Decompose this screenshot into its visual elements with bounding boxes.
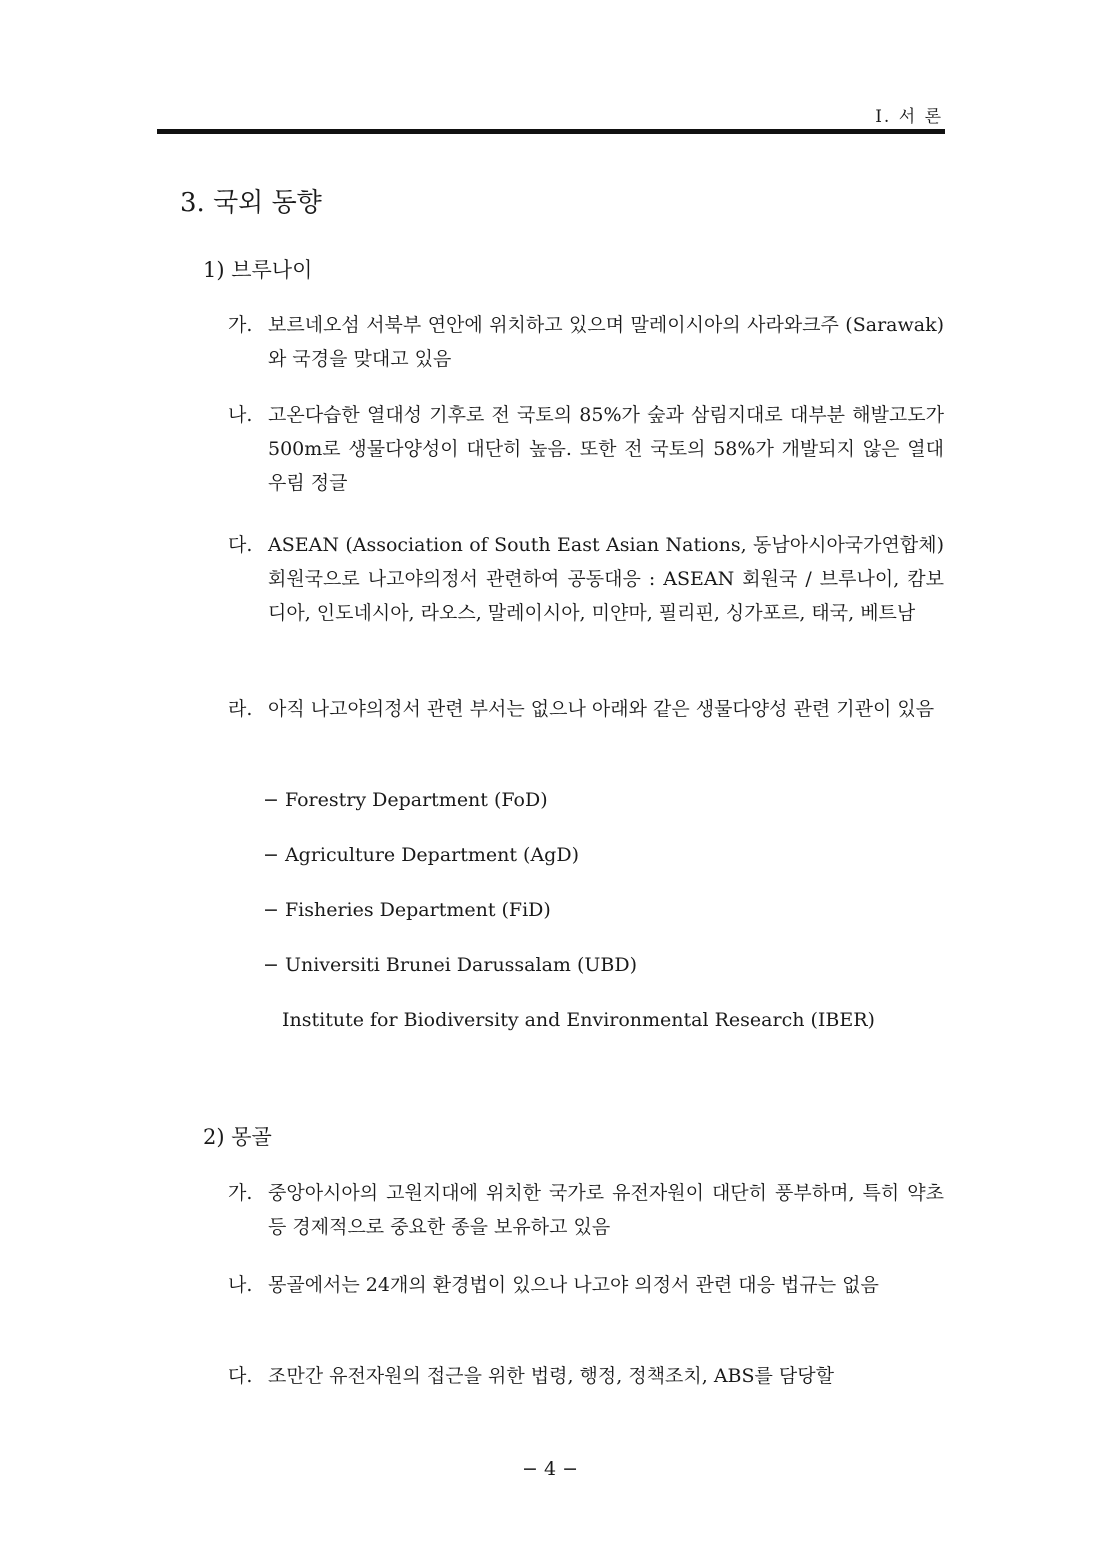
item-text: 중앙아시아의 고원지대에 위치한 국가로 유전자원이 대단히 풍부하며, 특히 약초 등 경제적으로 중요한 종을 보유하고 있음 xyxy=(268,1182,944,1238)
item-text: 몽골에서는 24개의 환경법이 있으나 나고야 의정서 관련 대응 법규는 없음 xyxy=(268,1274,879,1296)
institution-item: − Universiti Brunei Darussalam (UBD) xyxy=(263,954,638,976)
list-item xyxy=(228,692,944,726)
subsection-heading-mongolia: 2) 몽골 xyxy=(203,1125,272,1149)
list-item xyxy=(228,1268,944,1302)
list-item xyxy=(228,308,944,376)
header-rule xyxy=(157,129,945,134)
list-item xyxy=(228,1359,944,1393)
item-text: 조만간 유전자원의 접근을 위한 법령, 행정, 정책조치, ABS를 담당할 xyxy=(268,1365,834,1387)
item-marker: 가. xyxy=(228,314,253,336)
section-title: 3. 국외 동향 xyxy=(180,188,322,218)
item-marker: 다. xyxy=(228,1365,253,1387)
list-item xyxy=(228,1176,944,1244)
item-marker: 가. xyxy=(228,1182,253,1204)
list-item xyxy=(228,398,944,500)
item-marker: 다. xyxy=(228,534,253,556)
institution-item: − Fisheries Department (FiD) xyxy=(263,899,551,921)
running-header: I. 서 론 xyxy=(875,107,943,127)
institution-item: − Agriculture Department (AgD) xyxy=(263,844,579,866)
institute-note: Institute for Biodiversity and Environmental Research (IBER) xyxy=(282,1009,875,1031)
item-text: 아직 나고야의정서 관련 부서는 없으나 아래와 같은 생물다양성 관련 기관이 있음 xyxy=(268,698,935,720)
page-number: − 4 − xyxy=(521,1458,578,1480)
subsection-heading-brunei: 1) 브루나이 xyxy=(203,258,313,282)
item-text: 고온다습한 열대성 기후로 전 국토의 85%가 숲과 삼림지대로 대부분 해발고도가 500m로 생물다양성이 대단히 높음. 또한 전 국토의 58%가 개발되지 않은 열대우림 정글 xyxy=(268,404,944,494)
list-item xyxy=(228,528,944,630)
item-text: ASEAN (Association of South East Asian Nations, 동남아시아국가연합체) 회원국으로 나고야의정서 관련하여 공동대응 : ASEAN 회원국 / 브루나이, 캄보디아, 인도네시아, 라오스, 말레이시아, 미얀마, 필리핀, 싱가포르, 태국, 베트남 xyxy=(268,534,944,624)
item-marker: 나. xyxy=(228,404,253,426)
item-marker: 나. xyxy=(228,1274,253,1296)
item-text: 보르네오섬 서북부 연안에 위치하고 있으며 말레이시아의 사라와크주 (Sarawak)와 국경을 맞대고 있음 xyxy=(268,314,944,370)
institution-item: − Forestry Department (FoD) xyxy=(263,789,548,811)
item-marker: 라. xyxy=(228,698,253,720)
